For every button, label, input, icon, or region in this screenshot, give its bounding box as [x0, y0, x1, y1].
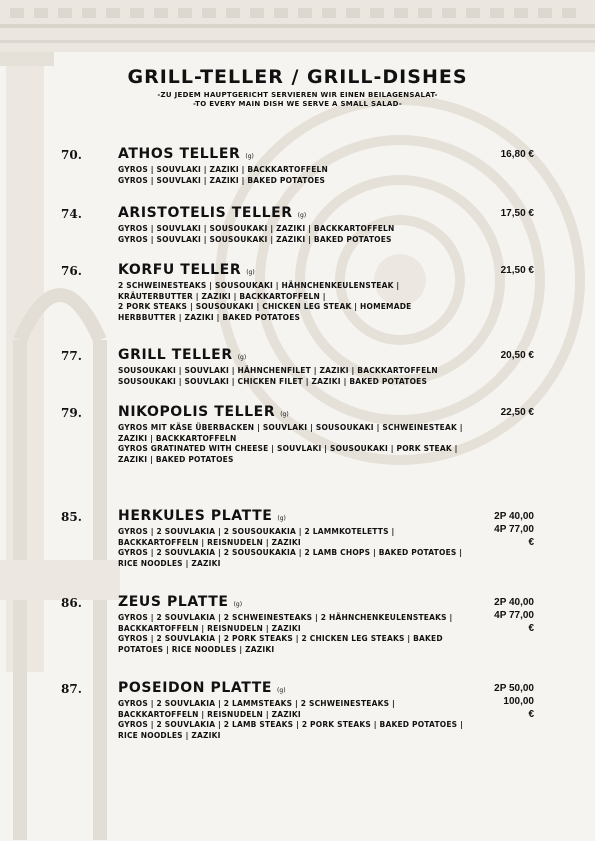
description-german: 2 SCHWEINESTEAKS | SOUSOUKAKI | HÄHNCHENKEULENSTEAK | KRÄUTERBUTTER | ZAZIKI | BACKKARTOFFELN | — [118, 281, 400, 301]
allergen-note: (g) — [280, 411, 289, 418]
description-english: 2 PORK STEAKS | SOUSOUKAKI | CHICKEN LEG STEAK | HOMEMADE HERBBUTTER | ZAZIKI | BAKED POTATOES — [118, 302, 412, 322]
allergen-note: (g) — [233, 601, 243, 608]
item-number: 76. — [61, 264, 82, 278]
item-number: 85. — [61, 510, 82, 524]
item-price — [501, 349, 534, 362]
item-description — [118, 281, 468, 323]
price-line: 20,50 € — [500, 350, 534, 361]
price-line: 22,50 € — [500, 407, 534, 418]
item-description — [118, 423, 468, 465]
page-title: GRILL-TELLER / GRILL-DISHES — [127, 66, 468, 88]
item-number: 87. — [61, 682, 82, 696]
item-price — [494, 596, 534, 635]
price-line: 4P 77,00 — [494, 524, 534, 535]
item-name-text: HERKULES PLATTE — [118, 508, 273, 524]
item-name — [118, 680, 286, 696]
subtitle-english: -TO EVERY MAIN DISH WE SERVE A SMALL SALAD- — [192, 100, 403, 108]
item-price — [501, 406, 534, 419]
price-line: 17,50 € — [500, 208, 534, 219]
description-german: GYROS | 2 SOUVLAKIA | 2 SCHWEINESTEAKS | 2 HÄHNCHENKEULENSTEAKS | BACKKARTOFFELN | REISNUDELN | ZAZIKI — [118, 613, 453, 633]
price-line: € — [528, 623, 534, 634]
item-price — [494, 510, 534, 549]
item-price — [501, 207, 534, 220]
price-line: 21,50 € — [500, 265, 534, 276]
item-number: 77. — [61, 349, 82, 363]
item-name-text: POSEIDON PLATTE — [118, 680, 273, 696]
description-english: GYROS | SOUVLAKI | ZAZIKI | BAKED POTATOES — [118, 175, 326, 185]
price-line: 2P 40,00 — [494, 597, 534, 608]
allergen-note: (g) — [277, 515, 286, 522]
item-name-text: ATHOS TELLER — [118, 146, 241, 162]
item-name-text: ZEUS PLATTE — [118, 594, 229, 610]
description-english: GYROS | 2 SOUVLAKIA | 2 LAMB STEAKS | 2 PORK STEAKS | BAKED POTATOES | RICE NOODLES | ZAZIKI — [118, 720, 464, 740]
allergen-note: (g) — [277, 687, 286, 694]
item-number: 86. — [61, 596, 82, 610]
subtitle-german: -ZU JEDEM HAUPTGERICHT SERVIEREN WIR EINEN BEILAGENSALAT- — [157, 91, 438, 99]
item-name — [118, 594, 242, 610]
item-name-text: ARISTOTELIS TELLER — [118, 205, 293, 221]
description-english: GYROS | 2 SOUVLAKIA | 2 SOUSOUKAKIA | 2 LAMB CHOPS | BAKED POTATOES | RICE NOODLES | ZAZIKI — [118, 548, 463, 568]
description-german: GYROS | 2 SOUVLAKIA | 2 SOUSOUKAKIA | 2 LAMMKOTELETTS | BACKKARTOFFELN | REISNUDELN | ZAZIKI — [118, 527, 395, 547]
description-german: GYROS | 2 SOUVLAKIA | 2 LAMMSTEAKS | 2 SCHWEINESTEAKS | BACKKARTOFFELN | REISNUDELN | ZAZIKI — [118, 699, 395, 719]
item-name — [118, 508, 286, 524]
item-number: 70. — [61, 148, 82, 162]
item-name-text: NIKOPOLIS TELLER — [118, 404, 276, 420]
item-description — [118, 699, 468, 741]
price-line: 4P 77,00 — [494, 610, 534, 621]
description-english: GYROS | 2 SOUVLAKIA | 2 PORK STEAKS | 2 CHICKEN LEG STEAKS | BAKED POTATOES | RICE NOODLES | ZAZIKI — [118, 634, 443, 654]
description-english: GYROS | SOUVLAKI | SOUSOUKAKI | ZAZIKI | BAKED POTATOES — [118, 234, 392, 244]
item-number: 79. — [61, 406, 82, 420]
allergen-note: (g) — [297, 212, 307, 219]
item-name — [118, 205, 306, 221]
price-line: 16,80 € — [500, 149, 534, 160]
item-description — [118, 224, 468, 245]
item-price — [494, 682, 534, 721]
price-line: 2P 50,00 — [494, 683, 534, 694]
description-german: GYROS | SOUVLAKI | SOUSOUKAKI | ZAZIKI | BACKKARTOFFELN — [118, 224, 395, 233]
description-german: GYROS MIT KÄSE ÜBERBACKEN | SOUVLAKI | SOUSOUKAKI | SCHWEINESTEAK | ZAZIKI | BACKKARTOFFELN — [118, 423, 463, 443]
item-description — [118, 527, 468, 569]
allergen-note: (g) — [245, 153, 254, 160]
price-line: 2P 40,00 — [494, 511, 534, 522]
description-german: GYROS | SOUVLAKI | ZAZIKI | BACKKARTOFFELN — [118, 165, 328, 174]
item-name — [118, 262, 255, 278]
item-name-text: GRILL TELLER — [118, 347, 233, 363]
item-name — [118, 146, 254, 162]
item-name — [118, 347, 246, 363]
description-english: SOUSOUKAKI | SOUVLAKI | CHICKEN FILET | ZAZIKI | BAKED POTATOES — [118, 376, 428, 386]
item-description — [118, 366, 468, 387]
item-description — [118, 165, 468, 186]
item-name — [118, 404, 289, 420]
item-description — [118, 613, 468, 655]
price-line: 100,00 — [503, 696, 534, 707]
item-price — [501, 148, 534, 161]
item-price — [501, 264, 534, 277]
allergen-note: (g) — [237, 354, 247, 361]
description-english: GYROS GRATINATED WITH CHEESE | SOUVLAKI | SOUSOUKAKI | PORK STEAK | ZAZIKI | BAKED POTATOES — [118, 444, 458, 464]
description-german: SOUSOUKAKI | SOUVLAKI | HÄHNCHENFILET | ZAZIKI | BACKKARTOFFELN — [118, 366, 438, 375]
allergen-note: (g) — [246, 269, 255, 276]
item-number: 74. — [61, 207, 82, 221]
price-line: € — [528, 709, 534, 720]
item-name-text: KORFU TELLER — [118, 262, 242, 278]
price-line: € — [528, 537, 534, 548]
